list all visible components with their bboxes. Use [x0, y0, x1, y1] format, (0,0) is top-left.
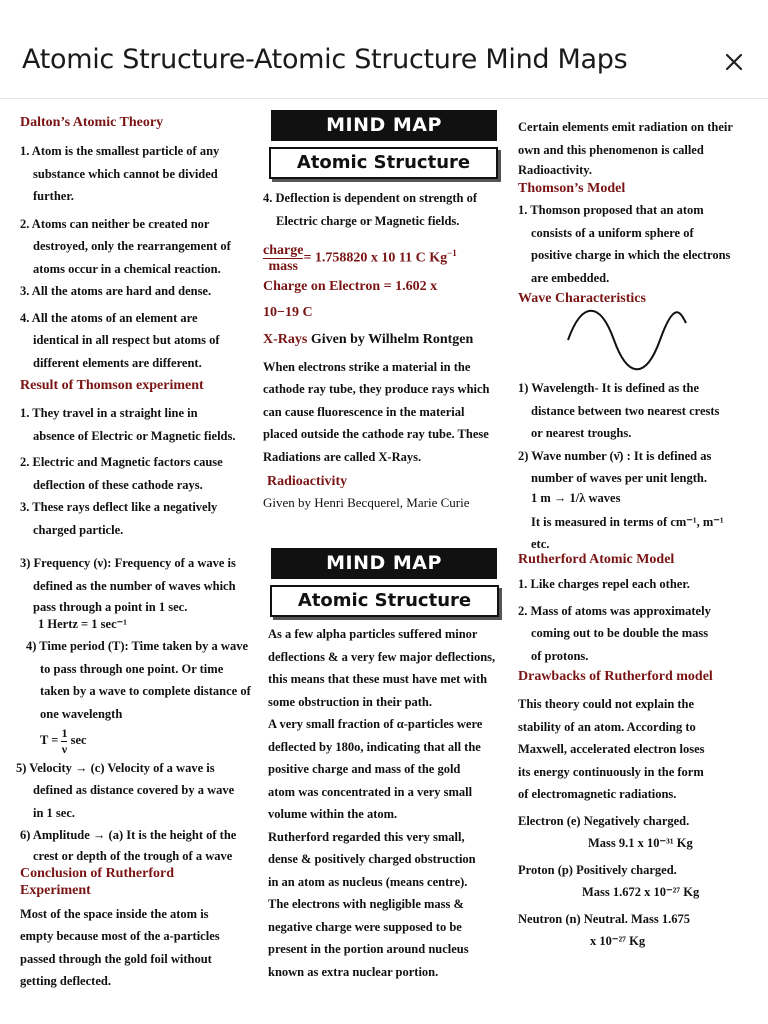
amplitude-text: crest or depth of the trough of a wave	[33, 848, 233, 863]
wave-unit: 1 m → 1/λ waves	[531, 490, 621, 505]
velocity-text: 5) Velocity → (c) Velocity of a wave is	[16, 760, 215, 775]
rutherford-text: Rutherford regarded this very small,	[268, 829, 465, 844]
t-equals: T =	[40, 733, 59, 747]
drawbacks-text: of electromagnetic radiations.	[518, 787, 677, 801]
xrays-heading	[263, 326, 508, 354]
thomson-model-title: Thomson’s Model	[518, 181, 626, 196]
radioactivity-text: Certain elements emit radiation on their	[518, 120, 733, 134]
period-text: one wavelength	[40, 706, 123, 721]
amplitude-text: 6) Amplitude → (a) It is the height of the	[20, 828, 237, 843]
rutherford-model-section	[518, 550, 758, 953]
neutron-mass: x 10⁻²⁷ Kg	[590, 934, 646, 948]
electron-mass: Mass 9.1 x 10⁻³¹ Kg	[588, 836, 693, 850]
velocity-text: defined as distance covered by a wave	[33, 783, 235, 798]
thomson-exp-point: 2. Electric and Magnetic factors cause	[20, 455, 223, 469]
rutherford-text: in an atom as nucleus (means centre).	[268, 874, 468, 889]
rutherford-model-title: Rutherford Atomic Model	[518, 552, 675, 567]
mind-map-sheet	[0, 99, 768, 1024]
wave-measure: etc.	[531, 537, 550, 551]
xrays-text: Radiations are called X-Rays.	[263, 449, 422, 464]
velocity-text: in 1 sec.	[33, 805, 76, 820]
proton-text: Proton (p) Positively charged.	[518, 862, 677, 877]
dalton-point: further.	[33, 189, 74, 203]
wavelength-text: or nearest troughs.	[531, 426, 632, 440]
conclusion-text: passed through the gold foil without	[20, 951, 212, 966]
wave-measure: It is measured in terms of cm⁻¹, m⁻¹	[531, 514, 724, 529]
rutherford-text: present in the portion around nucleus	[268, 942, 469, 956]
period-text: taken by a wave to complete distance of	[40, 684, 251, 698]
frequency-text: 3) Frequency (ν): Frequency of a wave is	[20, 556, 236, 570]
xrays-text: placed outside the cathode ray tube. These	[263, 427, 489, 442]
dalton-point: identical in all respect but atoms of	[33, 333, 220, 347]
wave-properties-section	[16, 552, 270, 993]
mass-label: mass	[268, 258, 298, 274]
rutherford-text: atom was concentrated in a very small	[268, 784, 473, 799]
dalton-point: substance which cannot be divided	[33, 166, 218, 181]
thomson-exp-point: charged particle.	[33, 522, 124, 537]
charge-mass-fraction	[263, 243, 303, 274]
charge-label: charge	[263, 242, 304, 258]
dalton-point: 3. All the atoms are hard and dense.	[20, 284, 212, 298]
frequency-text: pass through a point in 1 sec.	[33, 600, 188, 614]
t-unit: sec	[70, 733, 87, 747]
electron-charge: Charge on Electron = 1.602 x	[263, 278, 438, 294]
rutherford-point: 1. Like charges repel each other.	[518, 577, 690, 591]
t-fraction	[61, 726, 67, 757]
charge-value: = 1.758820 x 10 11 C Kg	[303, 250, 448, 266]
mind-map-badge: MIND MAP	[271, 548, 497, 579]
xrays-text: When electrons strike a material in the	[263, 359, 471, 374]
wavelength-text: 1) Wavelength- It is defined as the	[518, 381, 700, 395]
xrays-title: X-Rays	[263, 331, 308, 347]
thomson-exp-title: Result of Thomson experiment	[20, 378, 204, 393]
drawbacks-text: Maxwell, accelerated electron loses	[518, 742, 705, 756]
drawbacks-title: Drawbacks of Rutherford model	[518, 669, 713, 684]
rutherford-text: The electrons with negligible mass &	[268, 897, 464, 911]
xrays-text: can cause fluorescence in the material	[263, 404, 465, 419]
rutherford-text: positive charge and mass of the gold	[268, 762, 461, 776]
conclusion-text: empty because most of the a-particles	[20, 929, 220, 944]
dalton-point: 4. All the atoms of an element are	[20, 310, 198, 325]
radioactivity-text: own and this phenomenon is called	[518, 142, 704, 157]
rutherford-point: coming out to be double the mass	[531, 626, 709, 640]
radioactivity-title: Radioactivity	[267, 474, 348, 490]
electron-text: Electron (e) Negatively charged.	[518, 813, 690, 828]
neutron-text: Neutron (n) Neutral. Mass 1.675	[518, 911, 690, 926]
atomic-structure-badge: Atomic Structure	[269, 147, 498, 179]
electron-charge: 10−19 C	[263, 304, 313, 320]
conclusion-title: Conclusion of Rutherford	[20, 865, 175, 881]
drawbacks-text: stability of an atom. According to	[518, 719, 696, 734]
dalton-point: destroyed, only the rearrangement of	[33, 239, 231, 253]
dalton-title: Dalton’s Atomic Theory	[20, 115, 164, 130]
dalton-point: atoms occur in a chemical reaction.	[33, 261, 221, 276]
deflection-text: 4. Deflection is dependent on strength of	[263, 191, 478, 205]
radioactivity-given: Given by Henri Becquerel, Marie Curie	[263, 495, 470, 511]
period-formula	[20, 725, 270, 757]
header-bar	[0, 0, 768, 99]
t-num: 1	[61, 725, 68, 740]
thomson-exp-point: 3. These rays deflect like a negatively	[20, 500, 218, 514]
xrays-given: Given by Wilhelm Rontgen	[310, 331, 474, 347]
thomson-model-text: positive charge in which the electrons	[531, 248, 731, 262]
hertz-text: 1 Hertz = 1 sec⁻¹	[38, 617, 127, 631]
rutherford-text: negative charge were supposed to be	[268, 919, 462, 934]
deflection-text: Electric charge or Magnetic fields.	[276, 213, 460, 228]
dalton-point: different elements are different.	[33, 355, 202, 370]
charge-sup: −1	[447, 248, 457, 258]
wavelength-text: distance between two nearest crests	[531, 403, 720, 418]
radioactivity-text: Radioactivity.	[518, 163, 592, 177]
mind-map-center-top	[263, 110, 508, 515]
conclusion-text: getting deflected.	[20, 974, 111, 989]
rutherford-text: deflections & a very few major deflections,	[268, 649, 496, 664]
drawbacks-text: This theory could not explain the	[518, 697, 695, 711]
conclusion-title: Experiment	[20, 882, 91, 898]
thomson-exp-point: 1. They travel in a straight line in	[20, 406, 198, 420]
mind-map-badge: MIND MAP	[271, 110, 497, 141]
wavenumber-text: 2) Wave number (ν̄) : It is defined as	[518, 448, 712, 463]
drawbacks-text: its energy continuously in the form	[518, 764, 704, 779]
wave-title: Wave Characteristics	[518, 291, 646, 306]
thomson-exp-point: deflection of these cathode rays.	[33, 477, 203, 492]
page-title: Atomic Structure-Atomic Structure Mind Maps	[22, 44, 628, 75]
t-den: ν	[61, 741, 68, 756]
rutherford-text: this means that these must have met with	[268, 672, 488, 686]
rutherford-text: deflected by 180o, indicating that all the	[268, 739, 481, 754]
rutherford-text: volume within the atom.	[268, 807, 398, 821]
conclusion-text: Most of the space inside the atom is	[20, 906, 209, 921]
close-icon[interactable]	[722, 50, 746, 74]
charge-mass-formula	[263, 238, 508, 274]
atomic-structure-badge: Atomic Structure	[270, 585, 499, 617]
rutherford-point: 2. Mass of atoms was approximately	[518, 603, 711, 618]
dalton-point: 1. Atom is the smallest particle of any	[20, 144, 220, 158]
rutherford-text: dense & positively charged obstruction	[268, 852, 476, 866]
rutherford-point: of protons.	[531, 648, 589, 663]
wavenumber-text: number of waves per unit length.	[531, 471, 707, 485]
proton-mass: Mass 1.672 x 10⁻²⁷ Kg	[582, 885, 700, 899]
thomson-exp-point: absence of Electric or Magnetic fields.	[33, 428, 236, 443]
thomson-model-text: are embedded.	[531, 270, 610, 285]
rutherford-text: As a few alpha particles suffered minor	[268, 627, 478, 641]
xrays-text: cathode ray tube, they produce rays which	[263, 382, 490, 397]
period-text: 4) Time period (T): Time taken by a wave	[26, 639, 248, 653]
period-text: to pass through one point. Or time	[40, 661, 224, 676]
dalton-point: 2. Atoms can neither be created nor	[20, 216, 210, 231]
thomson-model-text: consists of a uniform sphere of	[531, 225, 694, 240]
mind-map-center-bottom	[268, 548, 518, 983]
dalton-section	[20, 113, 255, 541]
rutherford-text: some obstruction in their path.	[268, 694, 433, 709]
rutherford-text: known as extra nuclear portion.	[268, 964, 439, 979]
right-top-section	[518, 116, 758, 556]
frequency-text: defined as the number of waves which	[33, 578, 236, 593]
rutherford-text: A very small fraction of α-particles were	[268, 717, 483, 731]
sine-wave-icon	[562, 309, 692, 371]
thomson-model-text: 1. Thomson proposed that an atom	[518, 203, 704, 217]
